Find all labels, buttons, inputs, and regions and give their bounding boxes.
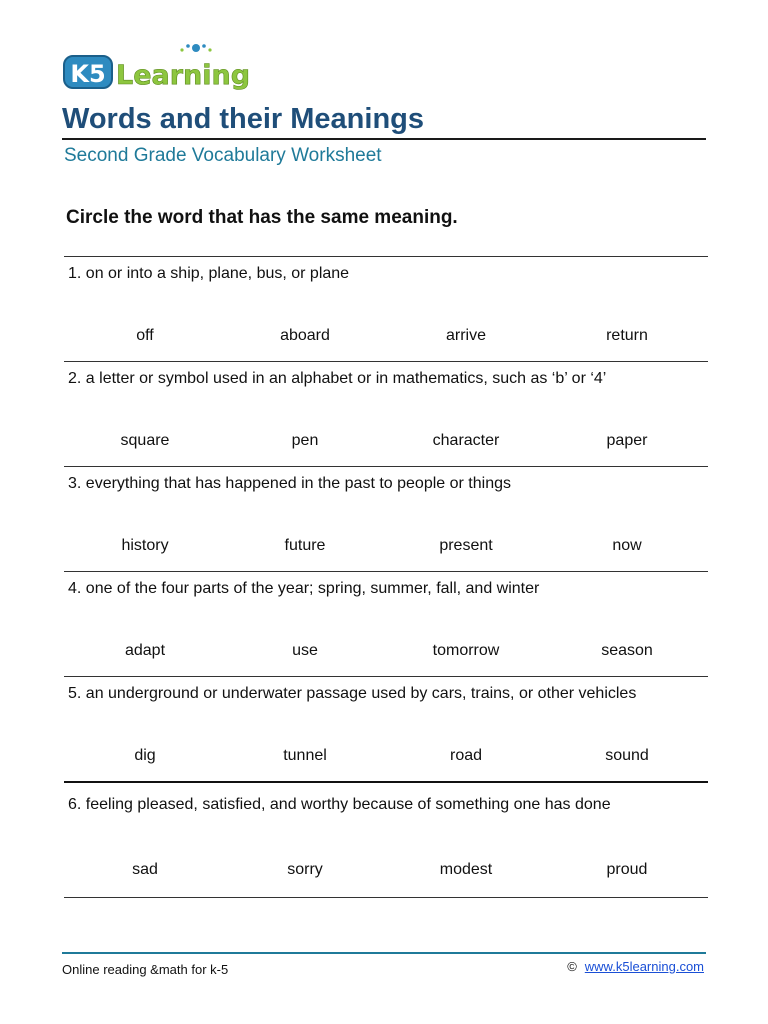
- question-row-5: [64, 676, 708, 781]
- answer-option[interactable]: return: [606, 327, 648, 344]
- answer-options: [64, 432, 708, 452]
- answer-option[interactable]: paper: [606, 432, 648, 449]
- answer-option[interactable]: dig: [134, 747, 156, 764]
- answer-option[interactable]: adapt: [124, 642, 166, 659]
- question-row-6: [64, 781, 708, 898]
- answer-options: [64, 327, 708, 347]
- answer-option[interactable]: tomorrow: [432, 642, 500, 659]
- answer-option[interactable]: square: [120, 432, 170, 449]
- answer-option[interactable]: season: [601, 642, 653, 659]
- answer-option[interactable]: sad: [132, 861, 158, 878]
- answer-option[interactable]: sound: [605, 747, 649, 764]
- question-row-4: [64, 571, 708, 676]
- answer-option[interactable]: present: [439, 537, 493, 554]
- logo-k5-text: K5: [70, 60, 106, 88]
- footer-tagline: Online reading &math for k-5: [62, 962, 229, 977]
- question-text: 1. on or into a ship, plane, bus, or plane: [68, 265, 350, 282]
- answer-option[interactable]: aboard: [280, 327, 330, 344]
- answer-option[interactable]: tunnel: [283, 747, 327, 764]
- answer-option[interactable]: now: [612, 537, 642, 554]
- page-title: Words and their Meanings: [62, 103, 425, 135]
- answer-option[interactable]: modest: [439, 861, 493, 878]
- question-text: 4. one of the four parts of the year; spring, summer, fall, and winter: [68, 580, 540, 597]
- answer-option[interactable]: off: [136, 327, 154, 344]
- question-list: [64, 256, 708, 898]
- answer-option[interactable]: future: [284, 537, 326, 554]
- page-subtitle: Second Grade Vocabulary Worksheet: [64, 145, 382, 166]
- k5-learning-logo: [62, 40, 252, 94]
- question-text: 6. feeling pleased, satisfied, and worthy because of something one has done: [68, 796, 611, 813]
- footer-credit: [567, 959, 704, 974]
- website-link[interactable]: www.k5learning.com: [584, 959, 704, 974]
- answer-option[interactable]: pen: [291, 432, 319, 449]
- answer-option[interactable]: arrive: [445, 327, 486, 344]
- answer-options: [64, 642, 708, 662]
- answer-option[interactable]: use: [292, 642, 318, 659]
- instruction-text: Circle the word that has the same meaning.: [66, 207, 458, 228]
- question-text: 2. a letter or symbol used in an alphabet or in mathematics, such as ‘b’ or ‘4’: [68, 370, 607, 387]
- answer-option[interactable]: character: [432, 432, 500, 449]
- answer-option[interactable]: proud: [606, 861, 648, 878]
- answer-option[interactable]: road: [449, 747, 483, 764]
- question-row-3: [64, 466, 708, 571]
- copyright-symbol: ©: [567, 959, 577, 974]
- question-row-1: [64, 256, 708, 361]
- question-row-2: [64, 361, 708, 466]
- question-text: 5. an underground or underwater passage used by cars, trains, or other vehicles: [68, 685, 637, 702]
- footer-divider: [62, 952, 706, 954]
- answer-options: [64, 537, 708, 557]
- question-text: 3. everything that has happened in the past to people or things: [68, 475, 511, 492]
- answer-options: [64, 747, 708, 767]
- answer-options: [64, 861, 708, 881]
- logo-word-text: Learning: [116, 60, 251, 91]
- title-divider: [62, 138, 706, 140]
- logo-graphic: [62, 40, 252, 94]
- answer-option[interactable]: sorry: [287, 861, 323, 878]
- answer-option[interactable]: history: [121, 537, 169, 554]
